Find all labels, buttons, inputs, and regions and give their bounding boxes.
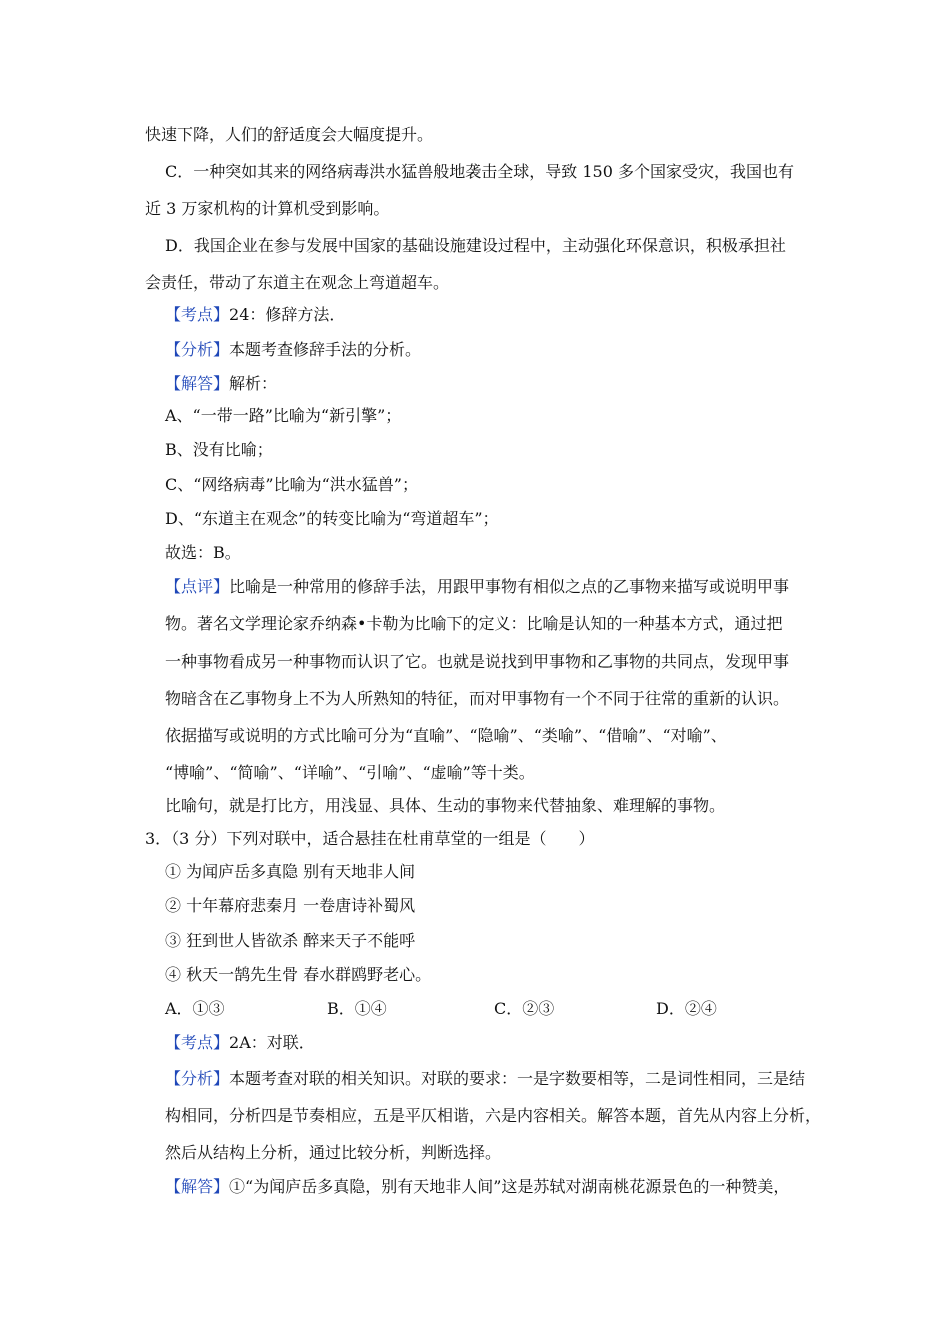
dianping-text: 比喻是一种常用的修辞手法，用跟甲事物有相似之点的乙事物来描写或说明甲事 bbox=[229, 577, 790, 596]
q2-fenxi bbox=[165, 340, 421, 360]
dianping-label: 【点评】 bbox=[165, 577, 230, 596]
q3-couplet: ① 为闻庐岳多真隐 别有天地非人间 bbox=[165, 862, 416, 881]
q3-couplet: ④ 秋天一鹄先生骨 春水群鸥野老心。 bbox=[165, 965, 432, 984]
answer-line: D、“东道主在观念”的转变比喻为“弯道超车”； bbox=[165, 509, 499, 528]
q2-option-d-line1: D．我国企业在参与发展中国家的基础设施建设过程中，主动强化环保意识，积极承担社 bbox=[165, 236, 786, 255]
q3-choice-a: A．①③ bbox=[165, 999, 225, 1018]
answer-line: 故选：B。 bbox=[165, 543, 241, 562]
q3-choice-d: D．②④ bbox=[656, 999, 717, 1018]
dianping-line: 比喻句，就是打比方，用浅显、具体、生动的事物来代替抽象、难理解的事物。 bbox=[165, 796, 726, 815]
jieda-text: ①“为闻庐岳多真隐，别有天地非人间”这是苏轼对湖南桃花源景色的一种赞美， bbox=[229, 1177, 790, 1196]
q3-fenxi bbox=[165, 1069, 805, 1089]
dianping-line: “博喻”、“简喻”、“详喻”、“引喻”、“虚喻”等十类。 bbox=[165, 763, 535, 782]
fenxi-label: 【分析】 bbox=[165, 1069, 230, 1088]
fenxi-text: 本题考查对联的相关知识。对联的要求：一是字数要相等，二是词性相同，三是结 bbox=[229, 1069, 806, 1088]
fenxi-text: 本题考查修辞手法的分析。 bbox=[229, 340, 422, 359]
kaodian-label: 【考点】 bbox=[165, 305, 230, 324]
q3-couplet: ③ 狂到世人皆欲杀 醉来天子不能呼 bbox=[165, 931, 416, 950]
q3-couplet: ② 十年幕府悲秦月 一卷唐诗补蜀风 bbox=[165, 896, 416, 915]
q3-stem: 3．（3 分）下列对联中，适合悬挂在杜甫草堂的一组是（ ） bbox=[145, 829, 595, 848]
answer-line: B、没有比喻； bbox=[165, 440, 273, 459]
q2-jieda bbox=[165, 374, 277, 394]
kaodian-text: 2A：对联． bbox=[229, 1033, 315, 1052]
kaodian-text: 24：修辞方法． bbox=[229, 305, 346, 324]
answer-line: A、“一带一路”比喻为“新引擎”； bbox=[165, 406, 402, 425]
fenxi-line: 构相同，分析四是节奏相应，五是平仄相谐，六是内容相关。解答本题，首先从内容上分析， bbox=[165, 1106, 822, 1125]
q3-choice-b: B．①④ bbox=[327, 999, 387, 1018]
dianping-line: 物。著名文学理论家乔纳森•卡勒为比喻下的定义：比喻是认知的一种基本方式，通过把 bbox=[165, 614, 783, 633]
kaodian-label: 【考点】 bbox=[165, 1033, 230, 1052]
jieda-label: 【解答】 bbox=[165, 374, 230, 393]
q2-option-b-tail: 快速下降，人们的舒适度会大幅度提升。 bbox=[145, 125, 434, 144]
q3-choice-c: C．②③ bbox=[494, 999, 555, 1018]
q3-kaodian bbox=[165, 1033, 315, 1053]
q2-option-c-line1: C．一种突如其来的网络病毒洪水猛兽般地袭击全球，导致 150 多个国家受灾，我国也有 bbox=[165, 162, 794, 181]
q2-option-d-line2: 会责任，带动了东道主在观念上弯道超车。 bbox=[145, 273, 450, 292]
q3-choices bbox=[165, 999, 717, 1019]
q3-jieda bbox=[165, 1177, 789, 1197]
dianping-line: 依据描写或说明的方式比喻可分为“直喻”、“隐喻”、“类喻”、“借喻”、“对喻”、 bbox=[165, 726, 727, 745]
fenxi-line: 然后从结构上分析，通过比较分析，判断选择。 bbox=[165, 1143, 502, 1162]
fenxi-label: 【分析】 bbox=[165, 340, 230, 359]
jieda-label: 【解答】 bbox=[165, 1177, 230, 1196]
q2-option-c-line2: 近 3 万家机构的计算机受到影响。 bbox=[145, 199, 390, 218]
dianping-line: 一种事物看成另一种事物而认识了它。也就是说找到甲事物和乙事物的共同点，发现甲事 bbox=[165, 652, 790, 671]
q2-dianping bbox=[165, 577, 789, 597]
answer-line: C、“网络病毒”比喻为“洪水猛兽”； bbox=[165, 475, 418, 494]
q2-kaodian bbox=[165, 305, 345, 325]
jieda-text: 解析： bbox=[229, 374, 278, 393]
dianping-line: 物暗含在乙事物身上不为人所熟知的特征，而对甲事物有一个不同于往常的重新的认识。 bbox=[165, 689, 790, 708]
